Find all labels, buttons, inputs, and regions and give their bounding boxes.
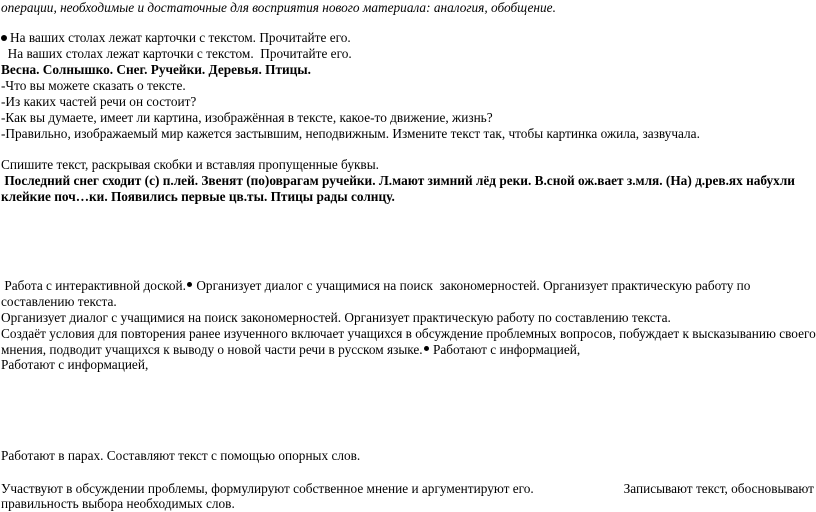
bullet-line [1, 30, 351, 46]
text-line: правильность выбора необходимых слов. [1, 496, 235, 511]
bullet-text: На ваших столах лежат карточки с текстом. Прочитайте его. [10, 30, 351, 45]
bullet-icon [424, 346, 429, 351]
text-segment: Работают с информацией, [429, 342, 581, 357]
activity-text: Организует диалог с учащимися на поиск закономерностей. Организует практическую работу по [193, 278, 751, 293]
exercise-text: клейкие поч…ки. Появились первые цв.ты. Птицы рады солнцу. [1, 189, 395, 204]
text-line: Работают с информацией, [1, 357, 149, 372]
text-segment: мнения, подводит учащихся к выводу о новой части речи в русском языке. [1, 342, 423, 357]
student-activity-right: Записывают текст, обосновывают [623, 481, 814, 496]
bullet-icon [187, 282, 192, 287]
text-line: Организует диалог с учащимися на поиск закономерностей. Организует практическую работу по составлению текста. [1, 310, 671, 325]
task-line: Спишите текст, раскрывая скобки и вставляя пропущенные буквы. [1, 157, 379, 172]
exercise-text: Последний снег сходит (с) п.лей. Звенят (по)оврагам ручейки. Л.мают зимний лёд реки. В.сной ож.вает з.мля. (На) д.рев.ях набухли [1, 173, 795, 188]
text-line: Создаёт условия для повторения ранее изученного включает учащихся в обсуждение проблемных вопросов, побуждает к высказыванию своего [1, 326, 816, 341]
text-line: На ваших столах лежат карточки с текстом. Прочитайте его. [1, 46, 352, 61]
text-line [1, 342, 580, 358]
question-line: -Что вы можете сказать о тексте. [1, 78, 186, 93]
question-line: -Из каких частей речи он состоит? [1, 94, 197, 109]
text-line: составлению текста. [1, 294, 117, 309]
instruction-line: -Правильно, изображаемый мир кажется застывшим, неподвижным. Измените текст так, чтобы картинка ожила, зазвучала. [1, 126, 700, 141]
bullet-icon [1, 35, 7, 41]
student-activity-line: Работают в парах. Составляют текст с помощью опорных слов. [1, 448, 361, 463]
intro-line: операции, необходимые и достаточные для восприятия нового материала: аналогия, обобщение. [1, 0, 556, 15]
activity-text: Работа с интерактивной доской. [1, 278, 186, 293]
card-text: Весна. Солнышко. Снег. Ручейки. Деревья. Птицы. [1, 62, 312, 77]
question-line: -Как вы думаете, имеет ли картина, изображённая в тексте, какое-то движение, жизнь? [1, 110, 493, 125]
teacher-activity-line [1, 278, 750, 294]
student-activity-line: Участвуют в обсуждении проблемы, формулируют собственное мнение и аргументируют его. [1, 481, 534, 496]
